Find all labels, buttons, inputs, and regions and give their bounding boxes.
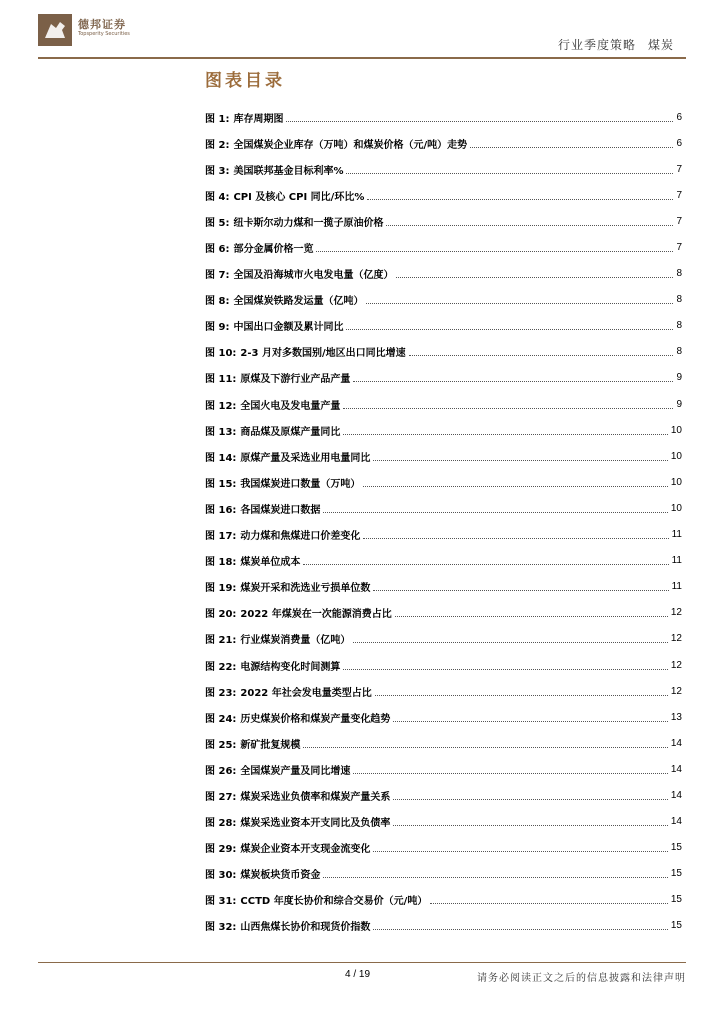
- header-divider: [38, 57, 686, 59]
- toc-leader-dots: [393, 825, 667, 826]
- toc-item-title: 商品煤及原煤产量同比: [240, 426, 341, 438]
- toc-item-title: 原煤及下游行业产品产量: [240, 374, 351, 386]
- toc-item-page: 11: [671, 555, 682, 567]
- toc-item-title: 2022 年煤炭在一次能源消费占比: [240, 609, 392, 621]
- toc-item-page: 12: [670, 685, 682, 697]
- toc-item-page: 8: [676, 346, 682, 358]
- toc-item-label: 图 6:: [205, 244, 230, 256]
- toc-item-label: 图 7:: [205, 270, 230, 282]
- toc-item-label: 图 17:: [205, 531, 237, 543]
- toc-leader-dots: [363, 486, 667, 487]
- toc-item-page: 8: [676, 268, 682, 280]
- toc-leader-dots: [353, 642, 667, 643]
- toc-item-title: 煤炭开采和洗选业亏损单位数: [240, 583, 371, 595]
- toc-item-page: 12: [670, 659, 682, 671]
- toc-item-page: 9: [676, 398, 682, 410]
- toc-item-label: 图 12:: [205, 400, 237, 412]
- toc-item[interactable]: [205, 835, 682, 861]
- toc-item[interactable]: [205, 626, 682, 652]
- toc-item-label: 图 31:: [205, 896, 237, 908]
- toc-item-label: 图 18:: [205, 557, 237, 569]
- toc-item-title: 全国煤炭产量及同比增速: [240, 765, 351, 777]
- toc-item-title: 新矿批复规模: [240, 739, 301, 751]
- toc-item-page: 14: [670, 816, 682, 828]
- toc-item-label: 图 15:: [205, 478, 237, 490]
- toc-item-label: 图 13:: [205, 426, 237, 438]
- toc-item[interactable]: [205, 313, 682, 339]
- toc-leader-dots: [303, 564, 668, 565]
- toc-item-page: 10: [670, 476, 682, 488]
- toc-item-label: 图 20:: [205, 609, 237, 621]
- toc-item-page: 12: [670, 633, 682, 645]
- toc-leader-dots: [393, 721, 667, 722]
- toc-item-label: 图 23:: [205, 687, 237, 699]
- toc-item[interactable]: [205, 887, 682, 913]
- toc-item[interactable]: [205, 522, 682, 548]
- toc-leader-dots: [373, 929, 667, 930]
- toc-item-label: 图 14:: [205, 452, 237, 464]
- toc-item-page: 12: [670, 607, 682, 619]
- toc-item[interactable]: [205, 287, 682, 313]
- toc-item-title: 行业煤炭消费量（亿吨）: [240, 635, 351, 647]
- toc-item-title: 纽卡斯尔动力煤和一揽子原油价格: [233, 217, 384, 229]
- toc-item[interactable]: [205, 756, 682, 782]
- toc-leader-dots: [470, 147, 673, 148]
- toc-item-label: 图 27:: [205, 791, 237, 803]
- toc-item-label: 图 9:: [205, 322, 230, 334]
- toc-item-title: 库存周期图: [233, 113, 284, 125]
- toc-item-title: 山西焦煤长协价和现货价指数: [240, 922, 371, 934]
- toc-item-title: 煤炭采选业资本开支同比及负债率: [240, 818, 391, 830]
- toc-item-title: 煤炭企业资本开支现金流变化: [240, 844, 371, 856]
- report-category: [558, 36, 674, 53]
- toc-item[interactable]: [205, 782, 682, 808]
- toc-item-title: 我国煤炭进口数量（万吨）: [240, 478, 361, 490]
- toc-item[interactable]: [205, 652, 682, 678]
- toc-item-label: 图 26:: [205, 765, 237, 777]
- toc-item-label: 图 28:: [205, 818, 237, 830]
- toc-item-page: 8: [676, 294, 682, 306]
- toc-item-title: 煤炭采选业负债率和煤炭产量关系: [240, 791, 391, 803]
- toc-leader-dots: [430, 903, 668, 904]
- toc-item[interactable]: [205, 861, 682, 887]
- toc-list: [205, 104, 682, 939]
- toc-item-page: 15: [670, 842, 682, 854]
- toc-item[interactable]: [205, 261, 682, 287]
- toc-leader-dots: [375, 695, 668, 696]
- toc-leader-dots: [373, 851, 667, 852]
- toc-title: 图表目录: [205, 71, 285, 91]
- toc-leader-dots: [386, 225, 673, 226]
- toc-item-title: 原煤产量及采选业用电量同比: [240, 452, 371, 464]
- toc-item[interactable]: [205, 156, 682, 182]
- footer-divider: [38, 962, 686, 963]
- toc-item[interactable]: [205, 339, 682, 365]
- toc-leader-dots: [343, 434, 667, 435]
- toc-item-title: 电源结构变化时间测算: [240, 661, 341, 673]
- toc-leader-dots: [373, 460, 667, 461]
- toc-item-label: 图 21:: [205, 635, 237, 647]
- toc-item-page: 8: [676, 320, 682, 332]
- toc-item[interactable]: [205, 391, 682, 417]
- toc-item-page: 13: [670, 711, 682, 723]
- toc-item[interactable]: [205, 130, 682, 156]
- page-number: 4 / 19: [345, 969, 371, 980]
- toc-item-page: 10: [670, 424, 682, 436]
- company-name-cn: 德邦证券: [78, 18, 126, 31]
- disclaimer-text: 请务必阅读正文之后的信息披露和法律声明: [477, 973, 686, 984]
- report-type: 行业季度策略: [557, 38, 636, 52]
- toc-leader-dots: [367, 199, 673, 200]
- toc-item-label: 图 10:: [205, 348, 237, 360]
- toc-item-title: 各国煤炭进口数据: [240, 504, 321, 516]
- toc-item-title: 历史煤炭价格和煤炭产量变化趋势: [240, 713, 391, 725]
- toc-item-label: 图 32:: [205, 922, 237, 934]
- toc-item[interactable]: [205, 104, 682, 130]
- toc-item-page: 7: [676, 242, 682, 254]
- toc-item[interactable]: [205, 469, 682, 495]
- toc-item[interactable]: [205, 574, 682, 600]
- toc-item[interactable]: [205, 208, 682, 234]
- toc-item-title: 部分金属价格一览: [233, 244, 314, 256]
- toc-item-page: 15: [670, 920, 682, 932]
- toc-item-label: 图 8:: [205, 296, 230, 308]
- toc-leader-dots: [346, 329, 673, 330]
- toc-item-page: 7: [676, 215, 682, 227]
- toc-item-label: 图 24:: [205, 713, 237, 725]
- toc-item-title: 中国出口金额及累计同比: [233, 322, 344, 334]
- toc-item-title: 全国火电及发电量产量: [240, 400, 341, 412]
- toc-item-title: 煤炭单位成本: [240, 557, 301, 569]
- toc-item[interactable]: [205, 495, 682, 521]
- toc-item-label: 图 16:: [205, 504, 237, 516]
- toc-item-page: 6: [676, 111, 682, 123]
- toc-item[interactable]: [205, 234, 682, 260]
- toc-item-label: 图 2:: [205, 139, 230, 151]
- company-logo-icon: [38, 14, 72, 46]
- toc-item-label: 图 3:: [205, 165, 230, 177]
- toc-item-page: 10: [670, 502, 682, 514]
- toc-item-page: 11: [671, 581, 682, 593]
- toc-item-page: 10: [670, 450, 682, 462]
- toc-item-label: 图 29:: [205, 844, 237, 856]
- toc-item[interactable]: [205, 417, 682, 443]
- toc-item[interactable]: [205, 548, 682, 574]
- toc-leader-dots: [323, 877, 667, 878]
- toc-item-title: 2022 年社会发电量类型占比: [240, 687, 372, 699]
- toc-item-label: 图 22:: [205, 661, 237, 673]
- toc-item-label: 图 11:: [205, 374, 237, 386]
- toc-item-page: 9: [676, 372, 682, 384]
- toc-leader-dots: [393, 799, 667, 800]
- industry-name: 煤炭: [647, 38, 674, 52]
- toc-item-label: 图 19:: [205, 583, 237, 595]
- toc-item[interactable]: [205, 365, 682, 391]
- toc-item[interactable]: [205, 809, 682, 835]
- toc-item-page: 14: [670, 789, 682, 801]
- toc-item-title: 煤炭板块货币资金: [240, 870, 321, 882]
- toc-item-title: 全国及沿海城市火电发电量（亿度）: [233, 270, 394, 282]
- toc-item-page: 6: [676, 137, 682, 149]
- toc-item-page: 15: [670, 868, 682, 880]
- toc-item-page: 14: [670, 763, 682, 775]
- toc-leader-dots: [286, 121, 673, 122]
- toc-item-title: 全国煤炭企业库存（万吨）和煤炭价格（元/吨）走势: [233, 139, 468, 151]
- toc-item-label: 图 30:: [205, 870, 237, 882]
- toc-item-label: 图 25:: [205, 739, 237, 751]
- toc-item-label: 图 4:: [205, 191, 230, 203]
- toc-item[interactable]: [205, 600, 682, 626]
- toc-leader-dots: [343, 669, 667, 670]
- company-name-en: Topsperity Securities: [78, 31, 130, 37]
- toc-item[interactable]: [205, 730, 682, 756]
- toc-leader-dots: [323, 512, 667, 513]
- toc-item-page: 14: [670, 737, 682, 749]
- toc-item[interactable]: [205, 913, 682, 939]
- toc-item-page: 11: [671, 529, 682, 541]
- toc-item-title: 2-3 月对多数国别/地区出口同比增速: [240, 348, 406, 360]
- toc-leader-dots: [346, 173, 673, 174]
- toc-leader-dots: [363, 538, 668, 539]
- toc-item[interactable]: [205, 678, 682, 704]
- toc-item[interactable]: [205, 182, 682, 208]
- toc-item-label: 图 1:: [205, 113, 230, 125]
- toc-item-title: 全国煤炭铁路发运量（亿吨）: [233, 296, 364, 308]
- toc-item[interactable]: [205, 443, 682, 469]
- toc-item-title: 美国联邦基金目标利率%: [233, 165, 344, 177]
- toc-leader-dots: [353, 773, 667, 774]
- toc-leader-dots: [396, 277, 673, 278]
- toc-leader-dots: [373, 590, 668, 591]
- toc-leader-dots: [343, 408, 673, 409]
- page-header: [38, 12, 686, 57]
- toc-leader-dots: [409, 355, 674, 356]
- toc-item-title: CPI 及核心 CPI 同比/环比%: [233, 191, 365, 203]
- toc-item-title: CCTD 年度长协价和综合交易价（元/吨）: [240, 896, 428, 908]
- toc-item-page: 7: [676, 189, 682, 201]
- toc-leader-dots: [395, 616, 668, 617]
- toc-leader-dots: [316, 251, 673, 252]
- toc-item-title: 动力煤和焦煤进口价差变化: [240, 531, 361, 543]
- toc-item-label: 图 5:: [205, 217, 230, 229]
- toc-leader-dots: [366, 303, 673, 304]
- toc-item-page: 15: [670, 894, 682, 906]
- toc-item[interactable]: [205, 704, 682, 730]
- toc-leader-dots: [353, 381, 673, 382]
- toc-item-page: 7: [676, 163, 682, 175]
- toc-leader-dots: [303, 747, 667, 748]
